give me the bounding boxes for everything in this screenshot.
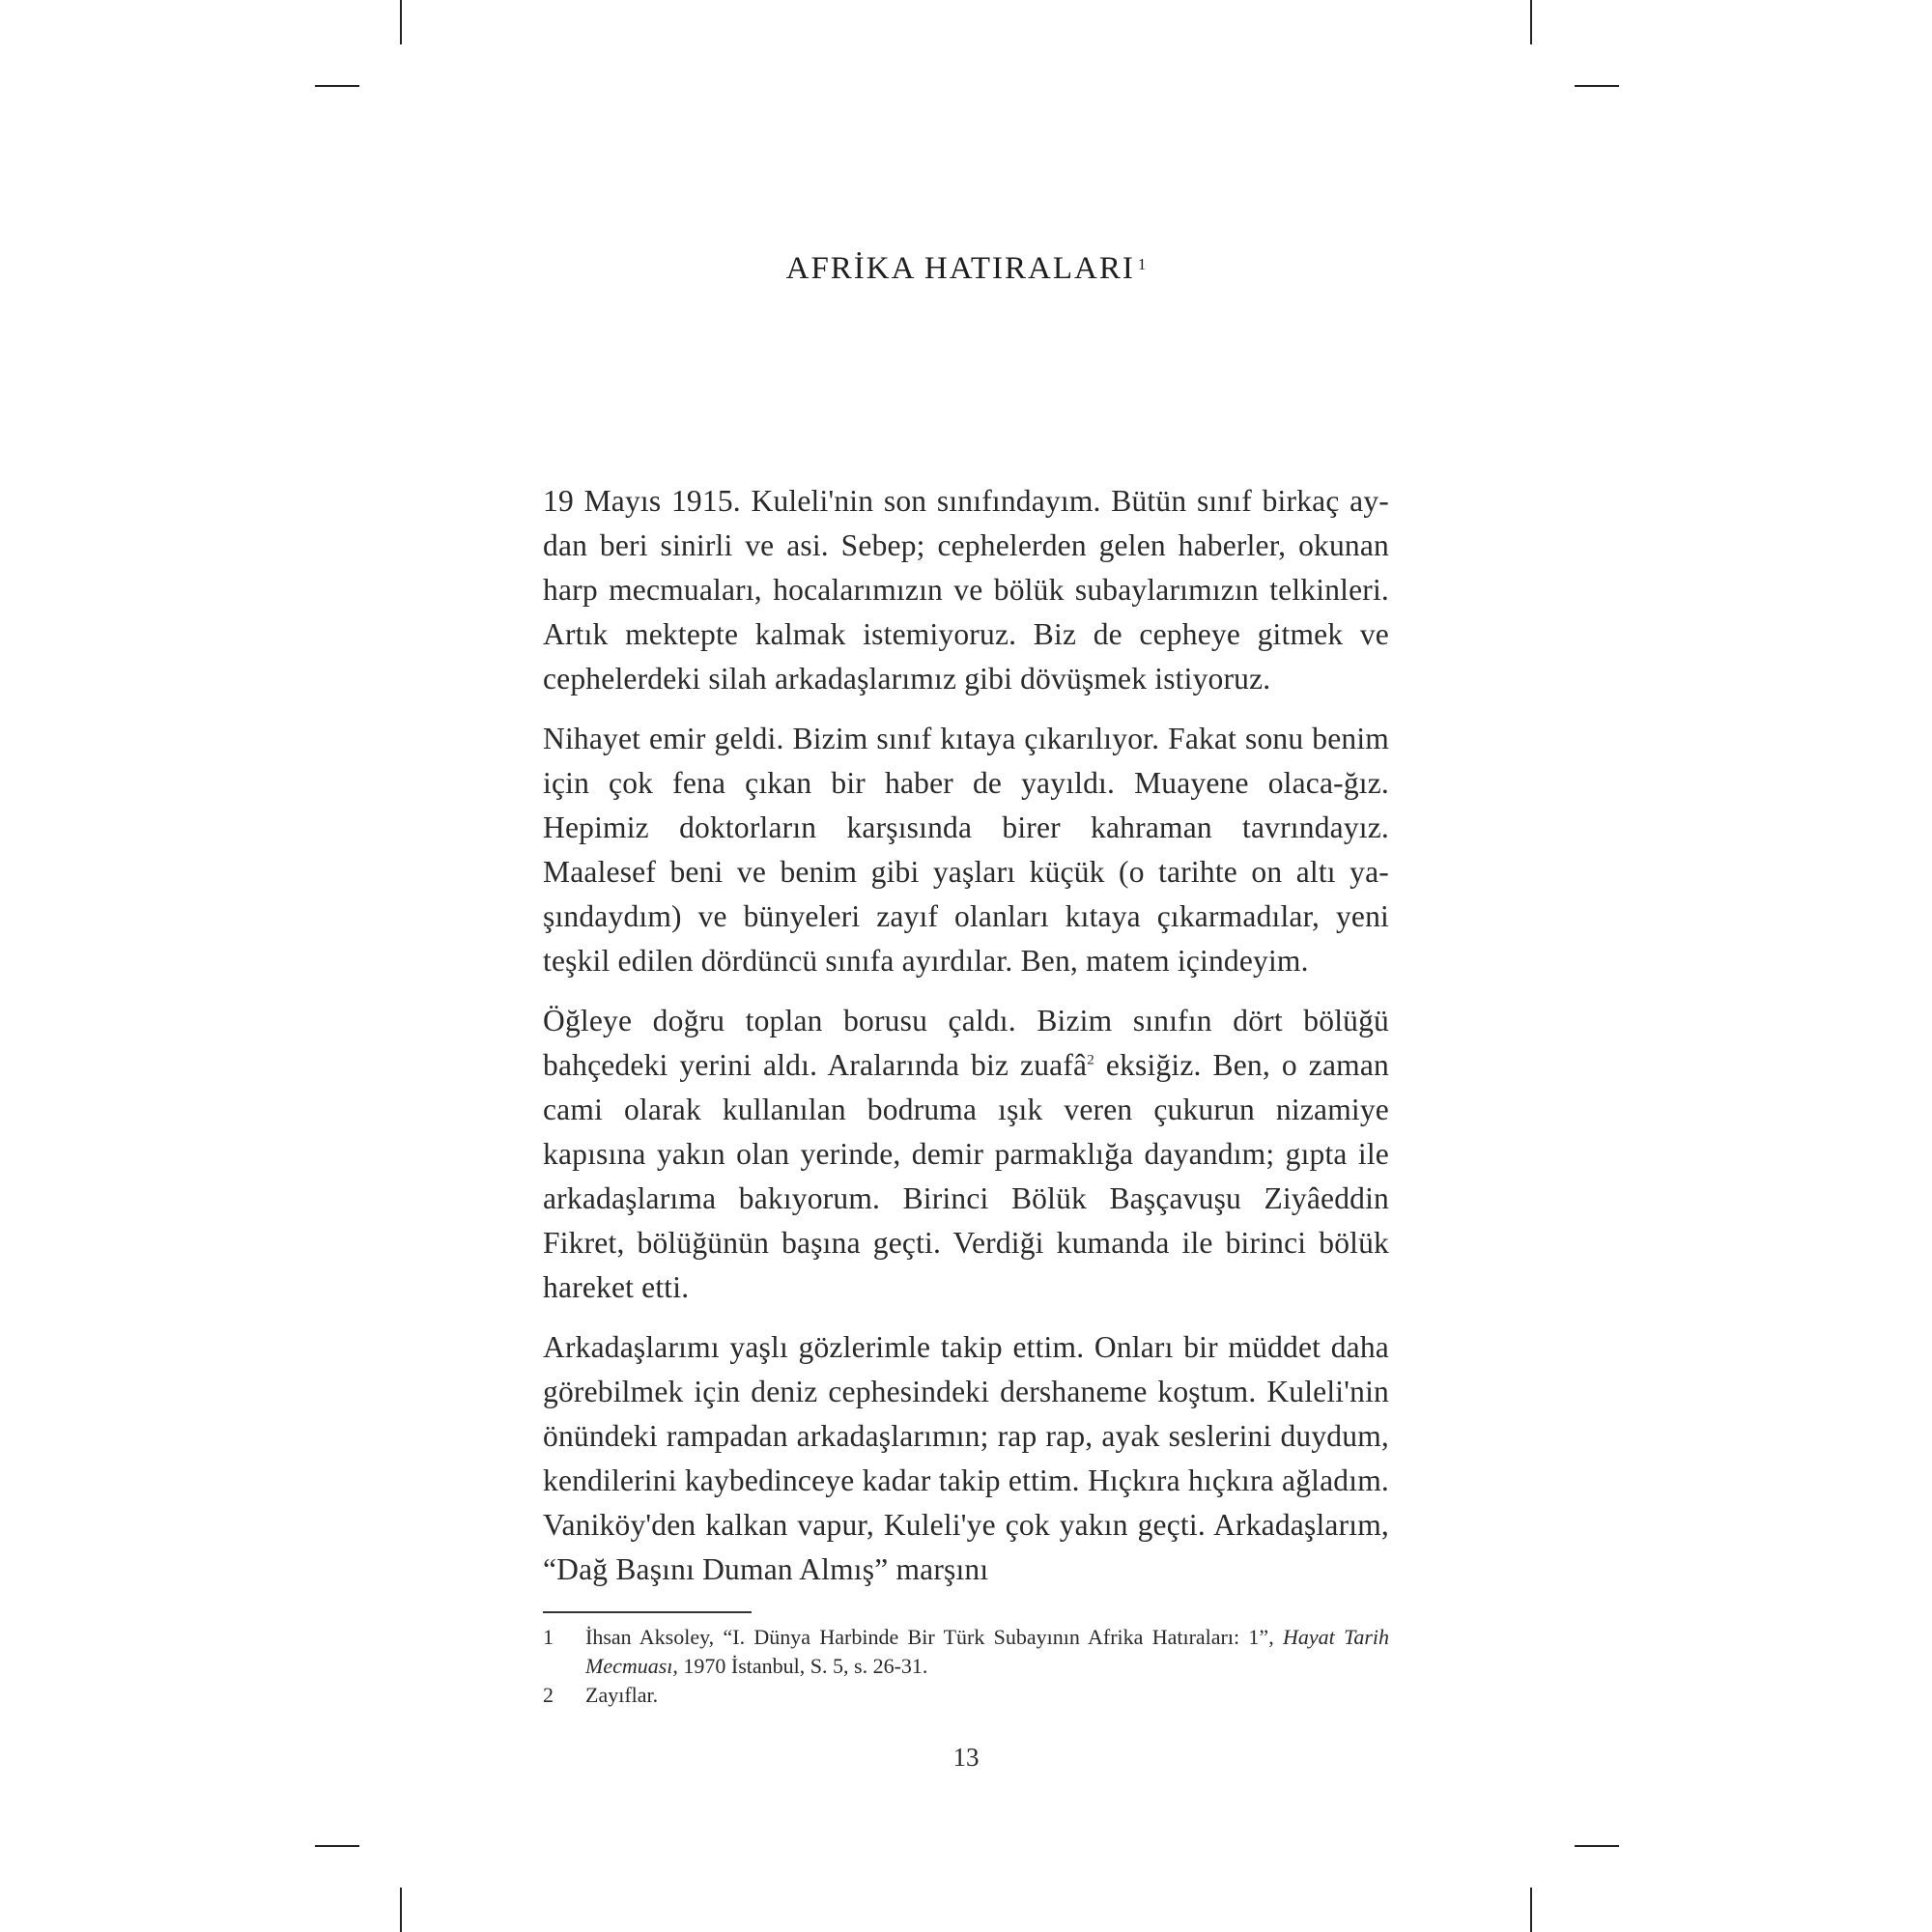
paragraph-2: Nihayet emir geldi. Bizim sınıf kıtaya çıkarılıyor. Fakat sonu benim için çok fena çıkan bir haber de yayıldı. Muayene olaca-ğız. Hepimiz doktorların karşısında birer kahraman tavrındayız. Maalesef beni ve benim gibi yaşları küçük (o tarihte on altı ya-şındaydım) ve bünyeleri zayıf olanları kıtaya çıkarmadılar, yeni teşkil edilen dördüncü sınıfa ayırdılar. Ben, matem içindeyim. [543,722,1389,978]
paragraph-3-footnote-ref[interactable]: 2 [1087,1052,1094,1068]
footnotes [543,1623,1389,1710]
crop-mark-bottom-right-vertical [1530,1888,1532,1932]
crop-mark-bottom-left-horizontal [315,1845,359,1847]
paragraph-3-start: Öğleye doğru toplan borusu çaldı. Bizim sınıfın dört bölüğü bahçedeki yerini aldı. Aralarında biz zuafâ [543,1004,1389,1082]
footnote-2-text: Zayıflar. [585,1683,659,1707]
footnote-1 [543,1623,1389,1681]
body-text [543,479,1389,1607]
paragraph-4: Arkadaşlarımı yaşlı gözlerimle takip ettim. Onları bir müddet daha görebilmek için deniz cephesindeki dershaneme koştum. Kuleli'nin önündeki rampadan arkadaşlarımın; rap rap, ayak seslerini duydum, kendilerini kaybedinceye kadar takip ettim. Hıçkıra hıçkıra ağladım. Vaniköy'den kalkan vapur, Kuleli'ye çok yakın geçti. Arkadaşlarım, “Dağ Başını Duman Almış” marşını [543,1330,1389,1586]
footnote-1-text-start: İhsan Aksoley, “I. Dünya Harbinde Bir Türk Subayının Afrika Hatıraları: 1”, [585,1625,1284,1649]
paragraph-3 [543,999,1389,1310]
crop-mark-top-right-horizontal [1575,85,1619,87]
chapter-title [541,249,1391,288]
chapter-title-text: AFRİKA HATIRALARI [785,251,1135,286]
footnote-2 [543,1681,1389,1710]
crop-mark-bottom-left-vertical [400,1888,402,1932]
footnote-1-text [585,1623,1389,1681]
paragraph-3-end: eksiğiz. Ben, o zaman cami olarak kullanılan bodruma ışık veren çukurun nizamiye kapısına yakın olan yerinde, demir parmaklığa dayandım; gıpta ile arkadaşlarıma bakıyorum. Birinci Bölük Başçavuşu Ziyâeddin Fikret, bölüğünün başına geçti. Verdiği kumanda ile birinci bölük hareket etti. [543,1048,1390,1304]
footnote-2-number: 2 [543,1683,554,1707]
paragraph-1: 19 Mayıs 1915. Kuleli'nin son sınıfındayım. Bütün sınıf birkaç ay-dan beri sinirli ve asi. Sebep; cephelerden gelen haberler, okunan harp mecmuaları, hocalarımızın ve bölük subaylarımızın telkinleri. Artık mektepte kalmak istemiyoruz. Biz de cepheye gitmek ve cephelerdeki silah arkadaşlarımız gibi dövüşmek istiyoruz. [543,484,1389,696]
footnote-divider [543,1611,752,1613]
footnote-1-text-end: , 1970 İstanbul, S. 5, s. 26-31. [672,1654,928,1678]
crop-mark-top-left-vertical [400,0,402,44]
page-number: 13 [952,1743,980,1772]
chapter-title-footnote-ref[interactable]: 1 [1137,255,1147,273]
crop-mark-bottom-right-horizontal [1575,1845,1619,1847]
footnote-1-number: 1 [543,1625,554,1649]
crop-mark-top-right-vertical [1530,0,1532,44]
footnote-1-italic-title: Hayat Tarih Mecmuası [585,1625,1389,1678]
crop-mark-top-left-horizontal [315,85,359,87]
